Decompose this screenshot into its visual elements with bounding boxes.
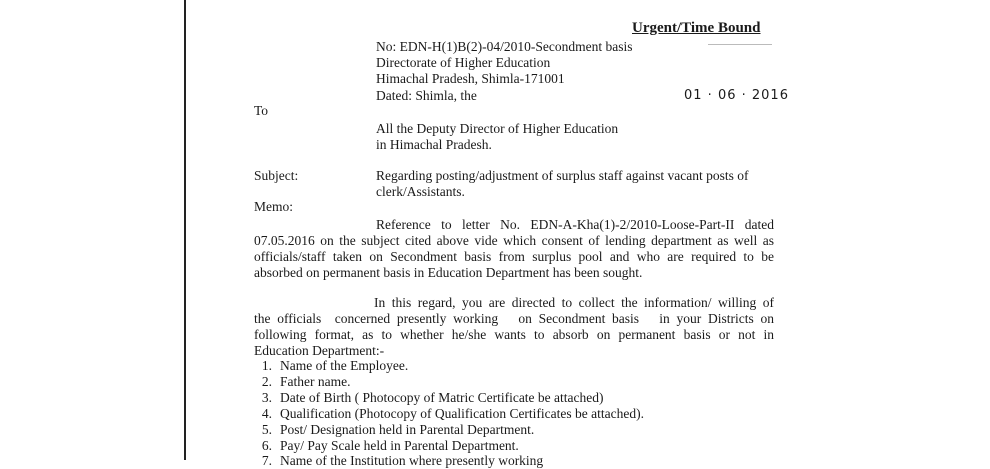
list-item: 6. Pay/ Pay Scale held in Parental Department.: [261, 438, 519, 453]
list-item: 2. Father name.: [261, 374, 351, 389]
memo-paragraph-2-line-3: following format, as to whether he/she wants to absorb on permanent basis or not in: [254, 327, 774, 342]
list-item: 3. Date of Birth ( Photocopy of Matric Certificate be attached): [261, 390, 604, 405]
memo-label: Memo:: [254, 199, 293, 214]
memo-paragraph-2-line-1: In this regard, you are directed to collect the information/ willing of: [374, 295, 774, 310]
subject-label: Subject:: [254, 168, 299, 183]
subject-line-2: clerk/Assistants.: [376, 184, 465, 199]
memo-paragraph-2-line-2: the officials concerned presently working on Secondment basis in your Districts on: [254, 311, 774, 326]
memo-paragraph-2-line-4: Education Department:-: [254, 343, 385, 358]
handwritten-date: 01 · 06 · 2016: [684, 88, 789, 103]
recipient-line-2: in Himachal Pradesh.: [376, 137, 492, 152]
memo-paragraph-1-line-2: 07.05.2016 on the subject cited above vide which consent of lending department as well as: [254, 233, 774, 248]
memo-paragraph-1-line-4: absorbed on permanent basis in Education Department has been sought.: [254, 265, 643, 280]
memo-paragraph-1-line-3: officials/staff taken on Secondment basis from surplus pool and who are required to be: [254, 249, 774, 264]
office-address: Himachal Pradesh, Shimla-171001: [376, 71, 565, 86]
recipient-line-1: All the Deputy Director of Higher Education: [376, 121, 619, 136]
dated-label: Dated: Shimla, the: [376, 88, 477, 103]
page-margin-line: [184, 0, 186, 460]
office-name: Directorate of Higher Education: [376, 55, 551, 70]
list-item: 5. Post/ Designation held in Parental Department.: [261, 422, 535, 437]
list-item: 4. Qualification (Photocopy of Qualification Certificates be attached).: [261, 406, 644, 421]
subject-line-1: Regarding posting/adjustment of surplus staff against vacant posts of: [376, 168, 749, 183]
scan-speck: [708, 44, 772, 45]
memo-paragraph-1-line-1: Reference to letter No. EDN-A-Kha(1)-2/2010-Loose-Part-II dated: [376, 217, 774, 232]
reference-number: No: EDN-H(1)B(2)-04/2010-Secondment basis: [376, 39, 633, 54]
to-label: To: [254, 103, 269, 118]
urgent-time-bound-heading: Urgent/Time Bound: [632, 20, 761, 36]
list-item: 1. Name of the Employee.: [261, 358, 409, 373]
list-item: 7. Name of the Institution where presently working: [261, 453, 544, 468]
